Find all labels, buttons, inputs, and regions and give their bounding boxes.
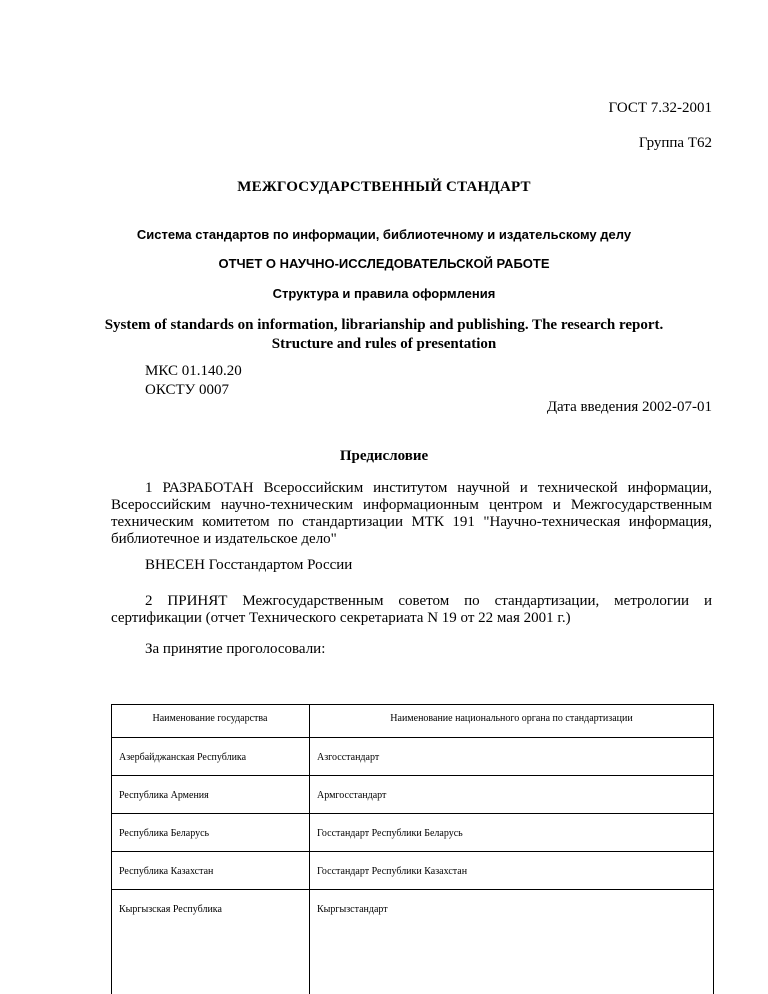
state-name: Кыргызская Республика [119, 904, 222, 915]
header-state: Наименование государства [152, 713, 268, 724]
standards-body-name: Госстандарт Республики Казахстан [317, 866, 468, 877]
state-name: Республика Казахстан [119, 866, 214, 877]
table-divider [111, 813, 714, 814]
state-name: Республика Беларусь [119, 828, 210, 839]
group-code: Группа Т62 [638, 135, 712, 151]
standards-body-name: Азгосстандарт [317, 752, 380, 763]
standards-body-name: Кыргызстандарт [317, 904, 388, 915]
standards-body-name: Армгосстандарт [317, 790, 387, 801]
okstu-code: ОКСТУ 0007 [145, 382, 230, 398]
foreword-paragraph-adopted: 2 ПРИНЯТ Межгосударственным советом по стандартизации, метрологии и сертификации (отчет Технического секретариата N 19 от 22 мая 2001 г.) [111, 593, 712, 626]
foreword-paragraph-voted: За принятие проголосовали: [145, 641, 326, 657]
classification-codes [145, 362, 242, 400]
foreword-paragraph-developed: 1 РАЗРАБОТАН Всероссийским институтом научной и технической информации, Всероссийским научно-техническим информационным центром и Межгосударственным техническим комитетом по стандартизации МТК 191 "Научно-техническая информация, библиотечное и издательское дело" [111, 480, 712, 547]
foreword-paragraph-introduced: ВНЕСЕН Госстандартом России [145, 557, 353, 573]
gost-number: ГОСТ 7.32-2001 [608, 100, 712, 116]
introduction-date: Дата введения 2002-07-01 [546, 399, 712, 415]
table-divider [111, 737, 714, 738]
header-standards-body: Наименование национального органа по стандартизации [390, 713, 633, 724]
table-divider [111, 775, 714, 776]
state-name: Азербайджанская Республика [119, 752, 247, 763]
mks-code: МКС 01.140.20 [145, 363, 242, 379]
standards-body-name: Госстандарт Республики Беларусь [317, 828, 463, 839]
standard-title: МЕЖГОСУДАРСТВЕННЫЙ СТАНДАРТ [237, 179, 531, 195]
foreword-heading: Предисловие [339, 448, 429, 464]
state-name: Республика Армения [119, 790, 209, 801]
english-title [0, 316, 768, 354]
structure-title: Структура и правила оформления [272, 286, 496, 301]
table-divider [111, 851, 714, 852]
report-title: ОТЧЕТ О НАУЧНО-ИССЛЕДОВАТЕЛЬСКОЙ РАБОТЕ [218, 256, 550, 271]
table-divider [111, 889, 714, 890]
voting-table [111, 704, 714, 994]
series-title: Система стандартов по информации, библиотечному и издательскому делу [136, 227, 632, 242]
english-title-line-2: Structure and rules of presentation [271, 336, 497, 352]
english-title-line-1: System of standards on information, librarianship and publishing. The research report. [104, 317, 664, 333]
table-column-divider [309, 704, 310, 994]
